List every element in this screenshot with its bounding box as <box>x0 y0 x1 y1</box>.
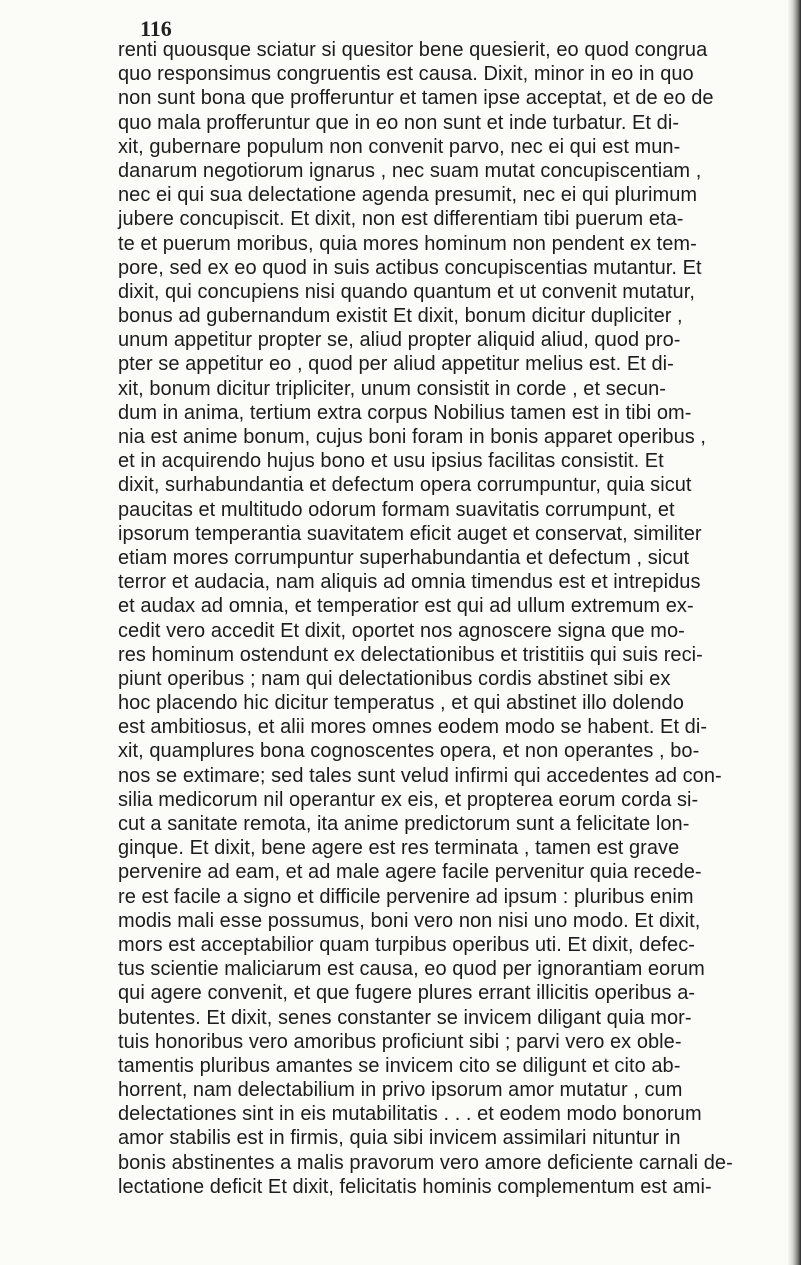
text-line: dixit, qui concupiens nisi quando quantum et ut convenit mutatur, <box>118 280 695 303</box>
text-line: et in acquirendo hujus bono et usu ipsius facilitas consistit. Et <box>118 450 664 473</box>
text-line: xit, quamplures bona cognoscentes opera, et non operantes , bo- <box>118 740 700 763</box>
text-line: xit, gubernare populum non convenit parvo, nec ei qui est mun- <box>118 135 681 158</box>
text-line: te et puerum moribus, quia mores hominum non pendent ex tem- <box>118 232 697 255</box>
text-line: delectationes sint in eis mutabilitatis . . . et eodem modo bonorum <box>118 1103 702 1126</box>
text-line: xit, bonum dicitur tripliciter, unum consistit in corde , et secun- <box>118 377 667 400</box>
text-line: nos se extimare; sed tales sunt velud infirmi qui accedentes ad con- <box>118 764 722 787</box>
page-edge-shadow <box>788 0 801 1265</box>
text-line: est ambitiosus, et alii mores omnes eodem modo se habent. Et di- <box>118 716 708 739</box>
text-line: tamentis pluribus amantes se invicem cito se diligunt et cito ab- <box>118 1054 681 1077</box>
text-line: res hominum ostendunt ex delectationibus et tristitiis qui suis reci- <box>118 643 703 666</box>
text-line: quo mala profferuntur que in eo non sunt et inde turbatur. Et di- <box>118 111 680 134</box>
text-line: tus scientie maliciarum est causa, eo quod per ignorantiam eorum <box>118 958 705 981</box>
text-line: modis mali esse possumus, boni vero non nisi uno modo. Et dixit, <box>118 909 701 932</box>
text-line: butentes. Et dixit, senes constanter se invicem diligant quia mor- <box>118 1006 692 1029</box>
text-line: unum appetitur propter se, aliud propter aliquid aliud, quod pro- <box>118 329 681 352</box>
text-line: re est facile a signo et difficile pervenire ad ipsum : pluribus enim <box>118 885 694 908</box>
text-line: horrent, nam delectabilium in privo ipsorum amor mutatur , cum <box>118 1079 683 1102</box>
text-line: ginque. Et dixit, bene agere est res terminata , tamen est grave <box>118 837 680 860</box>
text-line: piunt operibus ; nam qui delectationibus cordis abstinet sibi ex <box>118 667 671 690</box>
text-line: mors est acceptabilior quam turpibus operibus uti. Et dixit, defec- <box>118 933 695 956</box>
text-line: non sunt bona que profferuntur et tamen ipse acceptat, et de eo de <box>118 87 714 110</box>
text-line: quo responsimus congruentis est causa. Dixit, minor in eo in quo <box>118 63 694 86</box>
text-line: bonis abstinentes a malis pravorum vero amore deficiente carnali de- <box>118 1151 733 1174</box>
text-line: bonus ad gubernandum existit Et dixit, bonum dicitur dupliciter , <box>118 305 683 328</box>
text-line: terror et audacia, nam aliquis ad omnia timendus est et intrepidus <box>118 571 701 594</box>
text-line: silia medicorum nil operantur ex eis, et propterea eorum corda si- <box>118 788 699 811</box>
text-line: hoc placendo hic dicitur temperatus , et qui abstinet illo dolendo <box>118 692 684 715</box>
text-line: danarum negotiorum ignarus , nec suam mutat concupiscentiam , <box>118 159 702 182</box>
text-line: paucitas et multitudo odorum formam suavitatis corrumpunt, et <box>118 498 675 521</box>
text-line: jubere concupiscit. Et dixit, non est differentiam tibi puerum eta- <box>118 208 684 231</box>
text-line: amor stabilis est in firmis, quia sibi invicem assimilari nituntur in <box>118 1127 681 1150</box>
text-line: lectatione deficit Et dixit, felicitatis hominis complementum est ami- <box>118 1175 712 1198</box>
text-line: dixit, surhabundantia et defectum opera corrumpuntur, quia sicut <box>118 474 692 497</box>
text-line: nia est anime bonum, cujus boni foram in bonis apparet operibus , <box>118 426 707 448</box>
text-line: etiam mores corrumpuntur superhabundantia et defectum , sicut <box>118 546 690 569</box>
page-number: 116 <box>140 16 172 41</box>
text-line: nec ei qui sua delectatione agenda presumit, nec ei qui plurimum <box>118 184 698 207</box>
text-line: pter se appetitur eo , quod per aliud appetitur melius est. Et di- <box>118 353 674 376</box>
text-line: pore, sed ex eo quod in suis actibus concupiscentias mutantur. Et <box>118 256 702 279</box>
body-text <box>118 38 798 1199</box>
text-line: cedit vero accedit Et dixit, oportet nos agnoscere signa que mo- <box>118 619 685 642</box>
text-line: et audax ad omnia, et temperatior est qui ad ullum extremum ex- <box>118 595 694 618</box>
text-line: tuis honoribus vero amoribus proficiunt sibi ; parvi vero ex oble- <box>118 1030 682 1053</box>
text-line: dum in anima, tertium extra corpus Nobilius tamen est in tibi om- <box>118 401 692 424</box>
text-line: pervenire ad eam, et ad male agere facile pervenitur quia recede- <box>118 861 702 884</box>
text-line: cut a sanitate remota, ita anime predictorum sunt a felicitate lon- <box>118 813 690 835</box>
text-line: qui agere convenit, et que fugere plures errant illicitis operibus a- <box>118 982 696 1005</box>
text-line: ipsorum temperantia suavitatem eficit auget et conservat, similiter <box>118 522 702 545</box>
text-line: renti quousque sciatur si quesitor bene quesierit, eo quod congrua <box>118 39 708 61</box>
